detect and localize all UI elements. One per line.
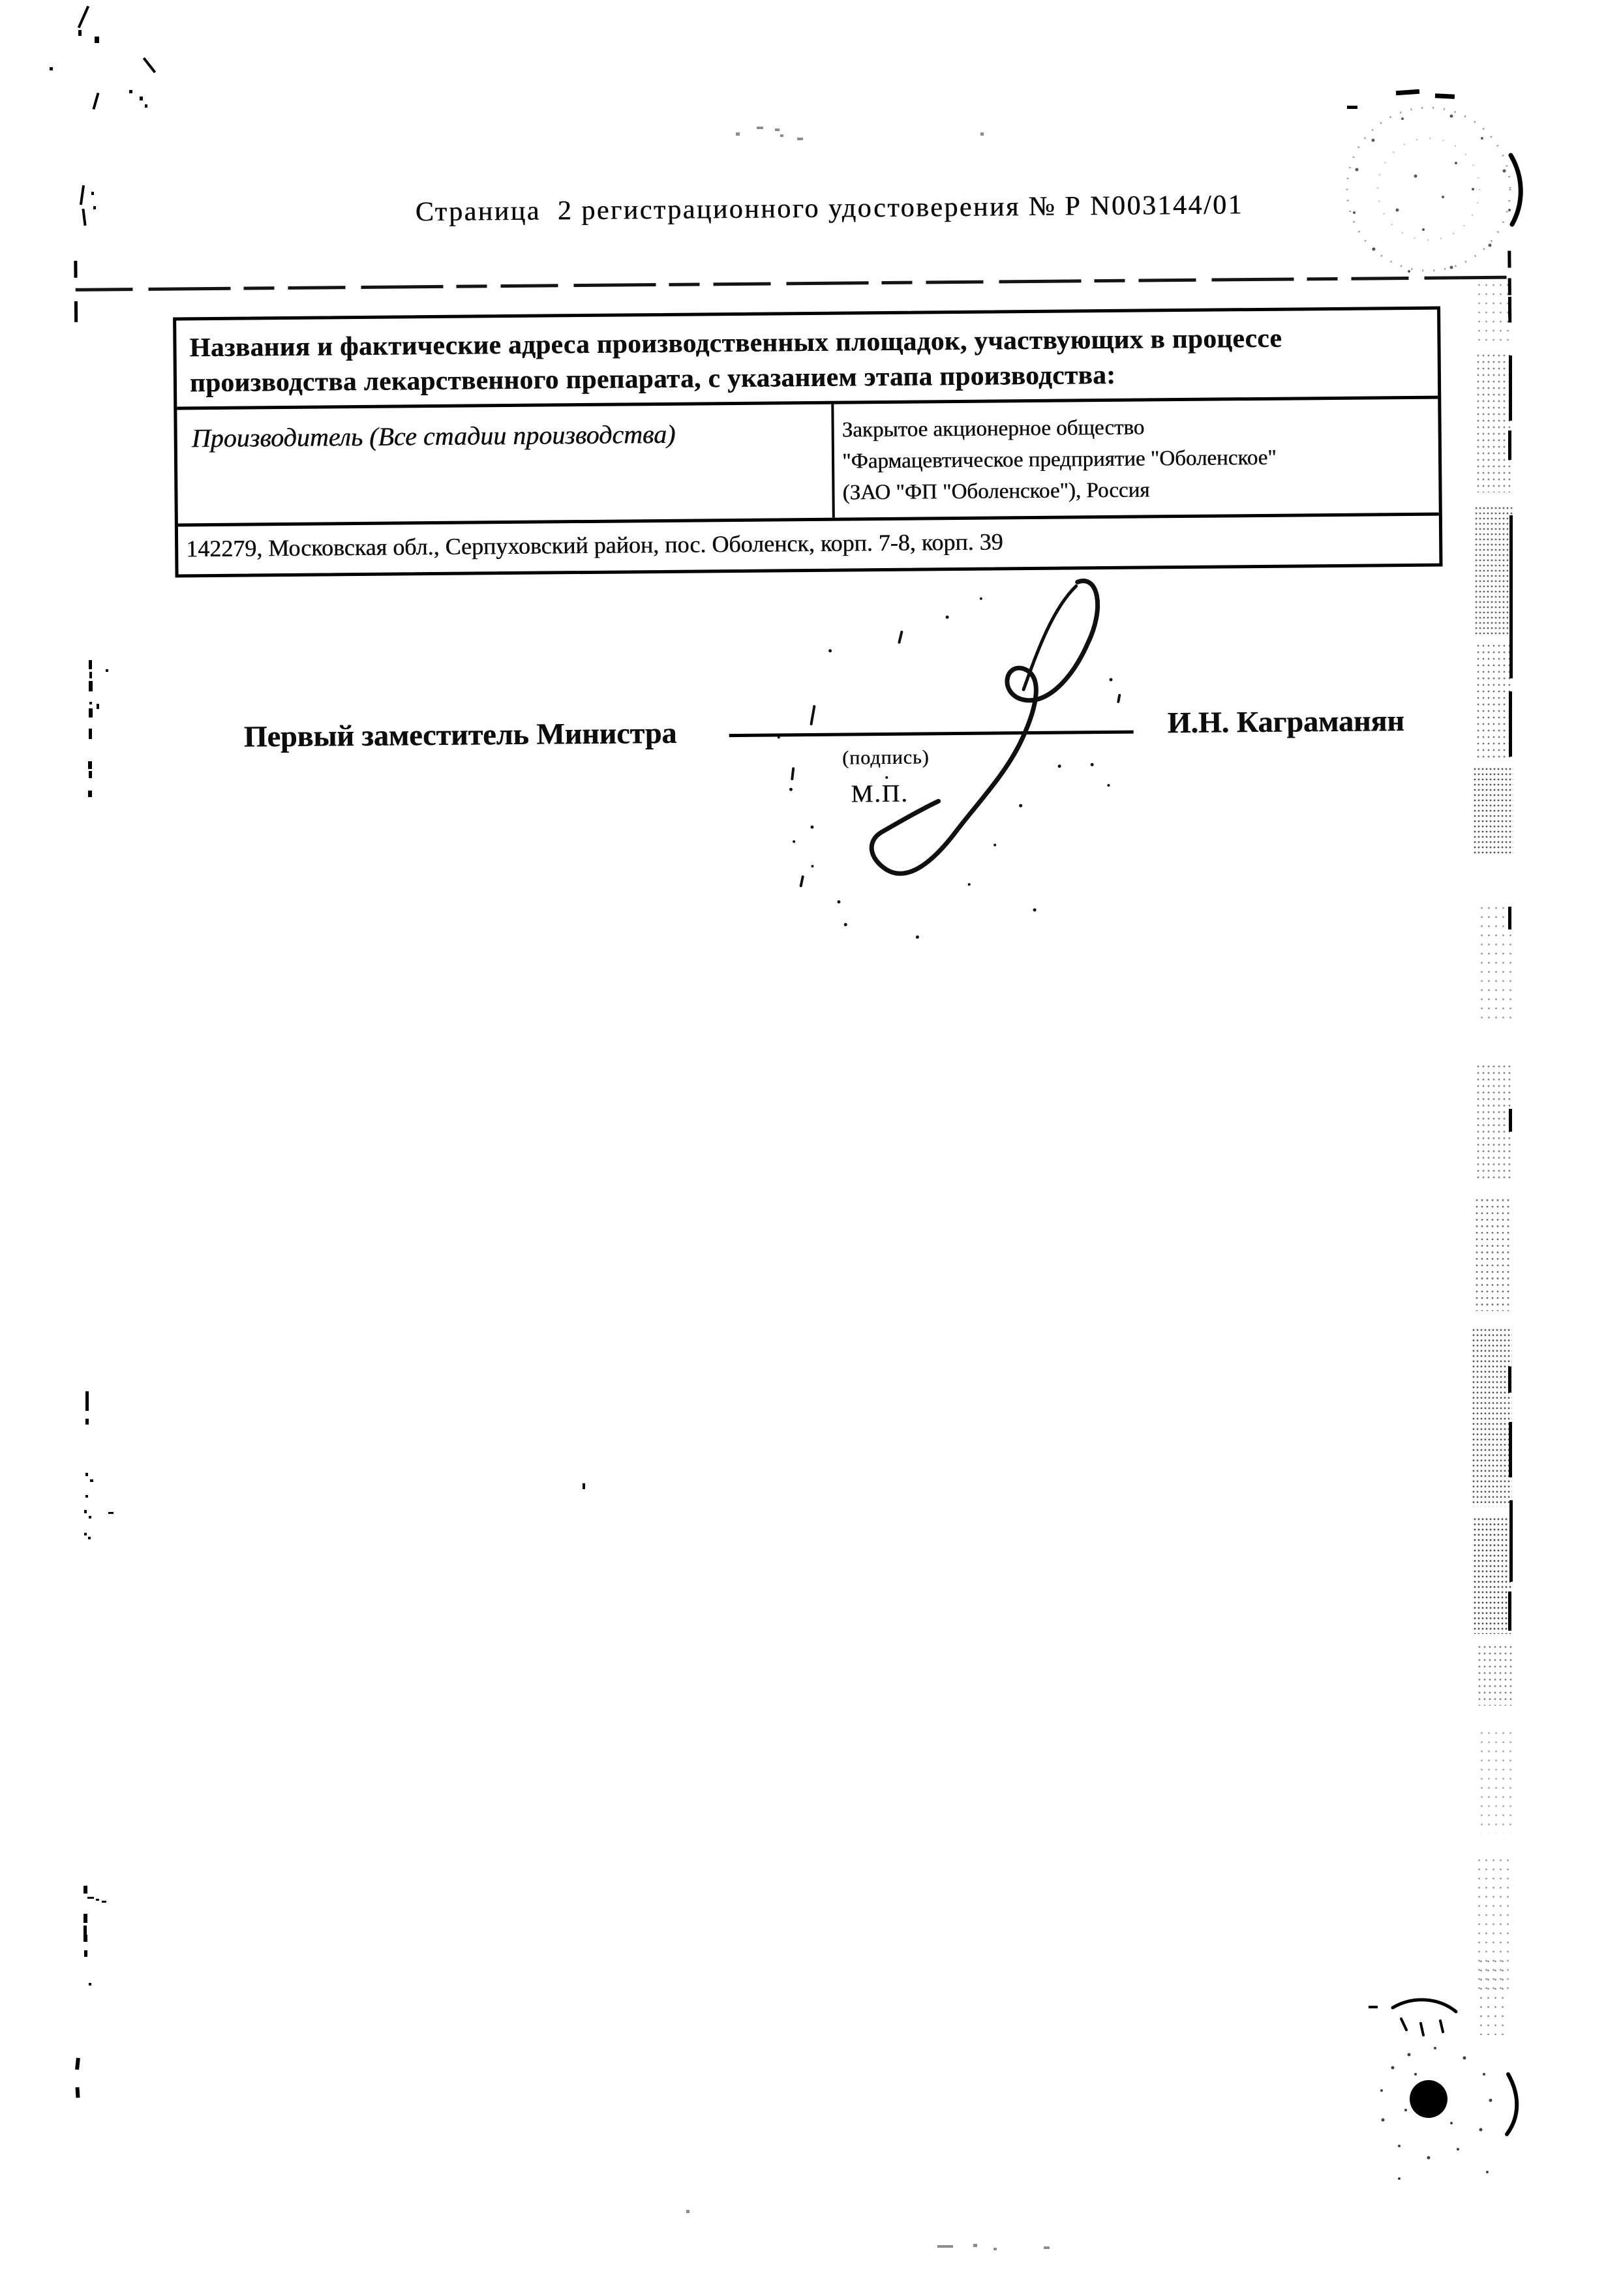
scan-speck bbox=[108, 1512, 114, 1514]
signature-caption: (подпись) bbox=[841, 746, 930, 769]
scan-speck bbox=[145, 104, 147, 108]
scan-noise-strip bbox=[1478, 1729, 1512, 1833]
scan-speck bbox=[1044, 2246, 1050, 2249]
scan-speck bbox=[89, 1516, 91, 1518]
scan-speck bbox=[88, 1537, 91, 1539]
scan-speck bbox=[90, 1479, 93, 1482]
scan-speck bbox=[89, 660, 92, 669]
scan-speck bbox=[797, 138, 803, 140]
scan-speck bbox=[84, 1533, 87, 1535]
scan-tick bbox=[1509, 691, 1512, 757]
scan-tick bbox=[1508, 1592, 1511, 1631]
stamp-noise-icon bbox=[1318, 78, 1539, 300]
scan-speck bbox=[78, 30, 82, 36]
scan-tick bbox=[1508, 907, 1511, 929]
manufacturer-row bbox=[177, 399, 1438, 527]
scan-tick bbox=[1508, 430, 1511, 460]
scan-noise-strip bbox=[1476, 280, 1512, 342]
scan-tick bbox=[1508, 297, 1511, 316]
scan-speck bbox=[102, 1901, 106, 1903]
scan-tick bbox=[1509, 355, 1512, 421]
scan-speck bbox=[88, 761, 92, 769]
scan-speck bbox=[686, 2210, 689, 2213]
scan-speck bbox=[775, 128, 780, 131]
manufacturer-value-line: (ЗАО "ФП "Оболенское"), Россия bbox=[842, 478, 1150, 505]
scan-speck bbox=[129, 90, 132, 93]
scan-noise-strip bbox=[1473, 1517, 1512, 1634]
scan-speck bbox=[757, 127, 763, 129]
scan-speck bbox=[85, 1495, 88, 1498]
seal-mark: М.П. bbox=[851, 779, 909, 808]
manufacturer-value-cell bbox=[834, 399, 1438, 518]
dashed-separator-line bbox=[76, 275, 1519, 291]
ink-dot-stamp-icon bbox=[1337, 1970, 1553, 2192]
scan-speck bbox=[97, 704, 99, 709]
scan-speck bbox=[106, 669, 108, 672]
scan-speck bbox=[83, 1926, 87, 1935]
scan-noise-strip bbox=[1474, 506, 1513, 636]
scan-tick bbox=[74, 301, 78, 322]
scan-speck bbox=[89, 702, 92, 704]
scan-speck bbox=[88, 791, 92, 797]
scan-noise-strip bbox=[1476, 1063, 1512, 1181]
scan-tick bbox=[1509, 1500, 1513, 1582]
manufacturer-label-cell: Производитель (Все стадии производства) bbox=[177, 404, 834, 524]
scan-noise-strip bbox=[1476, 642, 1513, 760]
production-sites-table bbox=[173, 307, 1442, 578]
table-header-line: производства лекарственного препарата, с указанием этапа производства: bbox=[189, 359, 1116, 398]
scan-speck bbox=[980, 132, 984, 136]
scan-noise-strip bbox=[1478, 903, 1512, 1021]
scan-speck bbox=[583, 1483, 585, 1489]
scan-speck bbox=[91, 192, 94, 195]
scan-speck bbox=[75, 2087, 80, 2098]
scan-tick bbox=[1509, 1109, 1512, 1132]
scan-speck bbox=[50, 67, 53, 70]
address-row: 142279, Московская обл., Серпуховский район, пос. Оболенск, корп. 7-8, корп. 39 bbox=[186, 528, 1003, 562]
signatory-name: И.Н. Каграманян bbox=[1167, 704, 1404, 740]
scan-speck bbox=[89, 672, 92, 678]
scan-noise-strip bbox=[1473, 766, 1513, 854]
scan-speck bbox=[84, 1950, 87, 1957]
scan-speck bbox=[83, 1914, 87, 1923]
signatory-title: Первый заместитель Министра bbox=[243, 716, 677, 753]
scan-noise-strip bbox=[1476, 352, 1513, 492]
scan-speck bbox=[736, 132, 740, 136]
scan-speck bbox=[85, 1419, 89, 1425]
scan-speck bbox=[937, 2245, 953, 2248]
scan-tick bbox=[1509, 515, 1513, 678]
scan-speck bbox=[89, 771, 92, 778]
scan-tick bbox=[1509, 1422, 1512, 1477]
scan-speck bbox=[83, 1935, 87, 1942]
scan-noise-strip bbox=[1477, 1644, 1512, 1706]
scan-speck bbox=[84, 1510, 87, 1513]
scan-tick bbox=[74, 261, 77, 278]
scan-speck bbox=[89, 708, 93, 718]
scan-speck bbox=[973, 2244, 977, 2247]
table-header-cell bbox=[176, 310, 1438, 410]
signature-scribble-icon bbox=[751, 569, 1159, 958]
table-header-line: Названия и фактические адреса производственных площадок, участвующих в процессе bbox=[189, 322, 1282, 363]
scan-speck bbox=[87, 1897, 94, 1899]
scan-noise-strip bbox=[1472, 1327, 1512, 1507]
scan-noise-strip bbox=[1474, 1197, 1512, 1311]
scan-tick bbox=[1508, 1367, 1511, 1393]
scan-speck bbox=[96, 1899, 99, 1901]
scan-speck bbox=[780, 134, 783, 137]
manufacturer-value-line: "Фармацевтическое предприятие "Оболенское" bbox=[841, 446, 1277, 474]
manufacturer-value-line: Закрытое акционерное общество bbox=[841, 415, 1145, 442]
scan-speck bbox=[85, 1391, 89, 1411]
scan-speck bbox=[89, 681, 93, 691]
scan-speck bbox=[95, 37, 99, 43]
scan-speck bbox=[93, 206, 96, 209]
page-header-line: Страница 2 регистрационного удостоверения № Р N003144/01 bbox=[415, 190, 1244, 228]
scan-speck bbox=[140, 97, 143, 100]
scan-speck bbox=[89, 1983, 91, 1986]
scan-speck bbox=[89, 729, 92, 739]
scan-speck bbox=[85, 1473, 88, 1476]
scan-speck bbox=[83, 1886, 87, 1894]
scan-speck bbox=[993, 2248, 997, 2250]
